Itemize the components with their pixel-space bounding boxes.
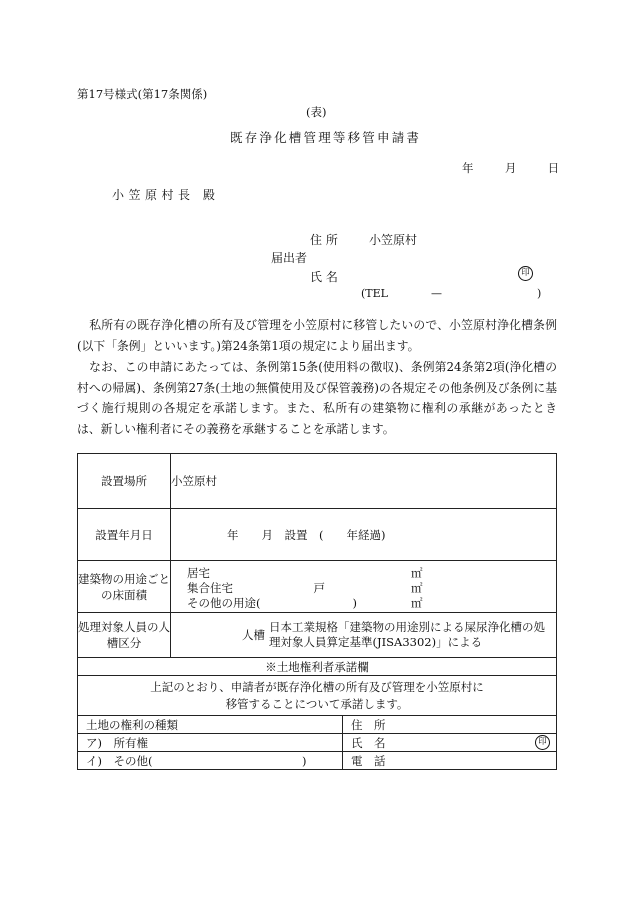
addressee: 小笠原村長 殿 (112, 188, 220, 202)
usage-area-cell[interactable] (171, 561, 557, 613)
applicant-address-value[interactable]: 小笠原村 (369, 233, 418, 247)
persons-unit: 人槽 (242, 628, 265, 642)
form-number: 第17号様式(第17条関係) (77, 87, 208, 101)
body-paragraph-2: なお、この申請にあたっては、条例第15条(使用料の徴収)、条例第24条第2項(浄化槽の村への帰属)、条例第27条(土地の無償使用及び保管義務)の各規定その他条例及び条例に基づく施行規則の各規定を承諾します。また、私所有の建築物に権利の承継があったときは、新しい権利者にその義務を承継することを承諾します。 (77, 360, 557, 436)
seal-icon: 印 (518, 266, 533, 281)
persons-cell[interactable] (171, 613, 557, 658)
land-owner-phone[interactable]: 電 話 (343, 752, 557, 770)
usage-other: その他の用途( ) (187, 595, 357, 610)
form-side-label: (表) (306, 105, 327, 119)
land-consent-text: 上記のとおり、申請者が既存浄化槽の所有及び管理を小笠原村に 移管することについて承諾します。 (78, 676, 557, 716)
date-month: 月 (504, 161, 517, 175)
usage-area-label: 建築物の用途ごとの床面積 (78, 561, 171, 613)
tel-open: (TEL (361, 287, 388, 300)
usage-unit: ㎡ (411, 580, 423, 595)
land-owner-address[interactable]: 住 所 (343, 716, 557, 734)
usage-apartment: 集合住宅 戸 (187, 580, 325, 595)
persons-standard: 日本工業規格「建築物の用途別による屎尿浄化槽の処理対象人員算定基準(JISA3302)」による (269, 620, 545, 649)
rights-ownership[interactable]: ア) 所有権 (78, 734, 343, 752)
location-value[interactable]: 小笠原村 (171, 454, 557, 509)
applicant-address-label: 住 所 (310, 233, 338, 247)
usage-unit: ㎡ (411, 595, 423, 610)
date-day: 日 (547, 161, 560, 175)
land-owner-name[interactable]: 氏 名 印 (343, 734, 557, 752)
seal-icon: 印 (535, 735, 550, 750)
tel-dash: — (430, 287, 442, 300)
tel-close: ) (536, 287, 542, 300)
location-label: 設置場所 (78, 454, 171, 509)
document-title: 既存浄化槽管理等移管申請書 (230, 130, 422, 145)
usage-unit: ㎡ (411, 565, 423, 580)
body-paragraph-1: 私所有の既存浄化槽の所有及び管理を小笠原村に移管したいので、小笠原村浄化槽条例(以下「条例」といいます。)第24条第1項の規定により届出ます。 (77, 318, 557, 353)
land-rights-label: 土地の権利の種類 (78, 716, 343, 734)
usage-residence: 居宅 (187, 565, 210, 580)
install-date-label: 設置年月日 (78, 509, 171, 561)
date-year: 年 (462, 161, 474, 175)
notifier-label: 届出者 (271, 251, 308, 265)
install-date-value[interactable]: 年 月 設置 ( 年経過) (171, 509, 557, 561)
applicant-name-label: 氏 名 (310, 270, 338, 284)
land-consent-header: ※土地権利者承諾欄 (78, 658, 557, 676)
persons-label: 処理対象人員の人槽区分 (78, 613, 171, 658)
applicant-tel[interactable] (361, 287, 541, 300)
date-line (462, 160, 559, 176)
application-table (77, 453, 557, 770)
rights-other[interactable]: イ) その他( ) (78, 752, 343, 770)
